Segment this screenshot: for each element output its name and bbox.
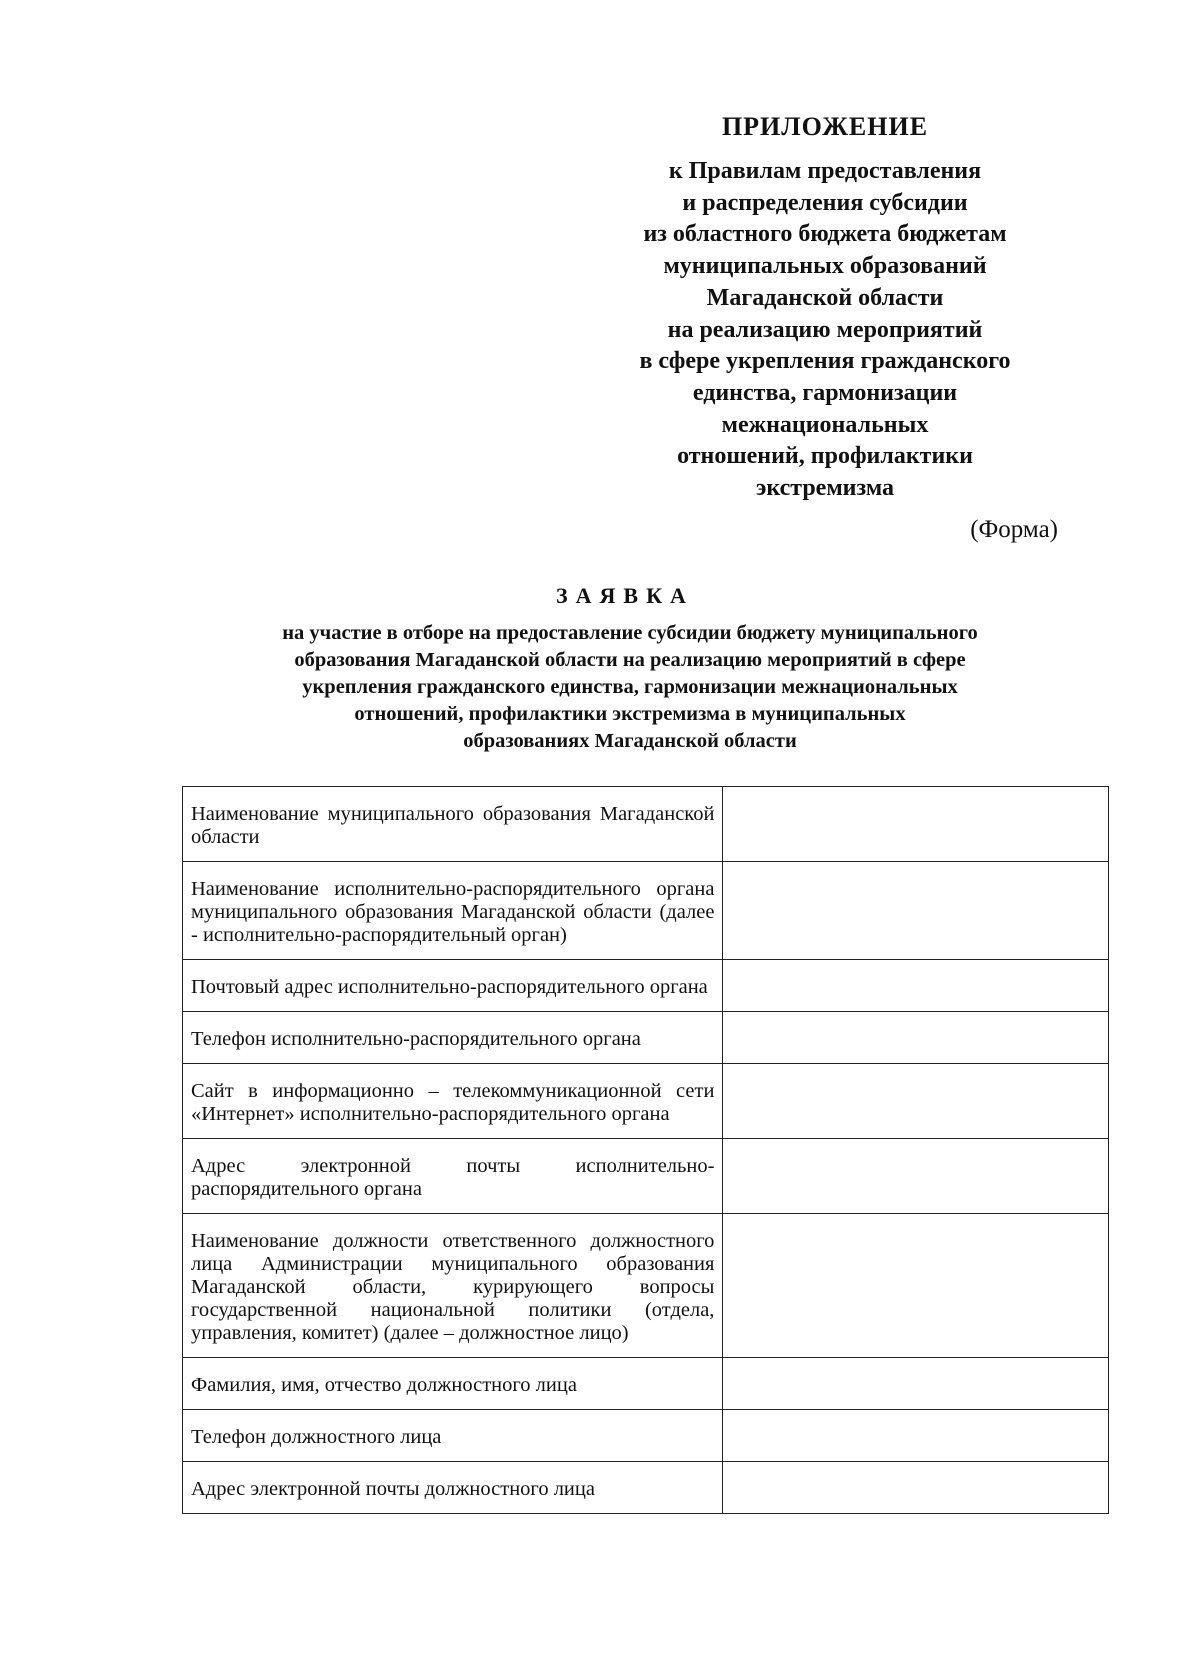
appendix-line: единства, гармонизации (692, 379, 958, 406)
field-label-executive-body-name: Наименование исполнительно-распорядительного органа муниципального образования Магаданской области (далее - исполнительно-распорядительный орган) (183, 862, 723, 960)
field-value-municipality-name[interactable] (723, 787, 1109, 862)
application-subtitle-line: образования Магаданской области на реализацию мероприятий в сфере (294, 649, 966, 671)
table-row (183, 1410, 1109, 1462)
field-value-official-full-name[interactable] (723, 1358, 1109, 1410)
appendix-line: муниципальных образований (663, 253, 987, 280)
field-value-executive-body-name[interactable] (723, 862, 1109, 960)
application-title: ЗАЯВКА (556, 583, 694, 608)
field-label-postal-address: Почтовый адрес исполнительно-распорядительного органа (183, 960, 723, 1012)
appendix-line: из областного бюджета бюджетам (643, 221, 1007, 248)
appendix-header (600, 112, 1050, 505)
field-value-official-position[interactable] (723, 1214, 1109, 1358)
application-subtitle-line: отношений, профилактики экстремизма в муниципальных (354, 703, 906, 725)
field-label-executive-body-email: Адрес электронной почты исполнительно-распорядительного органа (183, 1139, 723, 1214)
field-label-website: Сайт в информационно – телекоммуникационной сети «Интернет» исполнительно-распорядительного органа (183, 1064, 723, 1139)
appendix-line: в сфере укрепления гражданского (639, 348, 1011, 375)
form-label: (Форма) (970, 516, 1058, 543)
appendix-line: отношений, профилактики (677, 443, 973, 470)
application-form-table (182, 786, 1109, 1514)
field-label-official-position: Наименование должности ответственного должностного лица Администрации муниципального образования Магаданской области, курирующего вопросы государственной национальной политики (отдела, управления, комитет) (далее – должностное лицо) (183, 1214, 723, 1358)
field-label-municipality-name: Наименование муниципального образования Магаданской области (183, 787, 723, 862)
appendix-line: и распределения субсидии (682, 189, 968, 216)
table-row (183, 862, 1109, 960)
table-row (183, 1064, 1109, 1139)
appendix-line: межнациональных (721, 411, 929, 438)
table-row (183, 960, 1109, 1012)
field-label-official-phone: Телефон должностного лица (183, 1410, 723, 1462)
table-row (183, 1462, 1109, 1514)
appendix-line: на реализацию мероприятий (667, 316, 983, 343)
table-row (183, 1358, 1109, 1410)
table-row (183, 1214, 1109, 1358)
appendix-title: ПРИЛОЖЕНИЕ (721, 112, 929, 141)
field-value-executive-body-phone[interactable] (723, 1012, 1109, 1064)
appendix-line: экстремизма (756, 475, 894, 502)
application-subtitle-line: образованиях Магаданской области (463, 730, 797, 752)
field-value-official-phone[interactable] (723, 1410, 1109, 1462)
application-subtitle-line: на участие в отборе на предоставление субсидии бюджету муниципального (282, 622, 978, 644)
application-subtitle (180, 620, 1080, 755)
appendix-line: к Правилам предоставления (668, 158, 982, 184)
field-label-official-full-name: Фамилия, имя, отчество должностного лица (183, 1358, 723, 1410)
appendix-subtitle (600, 156, 1050, 505)
field-value-official-email[interactable] (723, 1462, 1109, 1514)
field-value-website[interactable] (723, 1064, 1109, 1139)
appendix-line: Магаданской области (706, 284, 944, 311)
field-value-postal-address[interactable] (723, 960, 1109, 1012)
application-subtitle-line: укрепления гражданского единства, гармонизации межнациональных (302, 676, 958, 698)
field-label-executive-body-phone: Телефон исполнительно-распорядительного органа (183, 1012, 723, 1064)
table-row (183, 787, 1109, 862)
field-value-executive-body-email[interactable] (723, 1139, 1109, 1214)
table-row (183, 1012, 1109, 1064)
table-row (183, 1139, 1109, 1214)
field-label-official-email: Адрес электронной почты должностного лица (183, 1462, 723, 1514)
